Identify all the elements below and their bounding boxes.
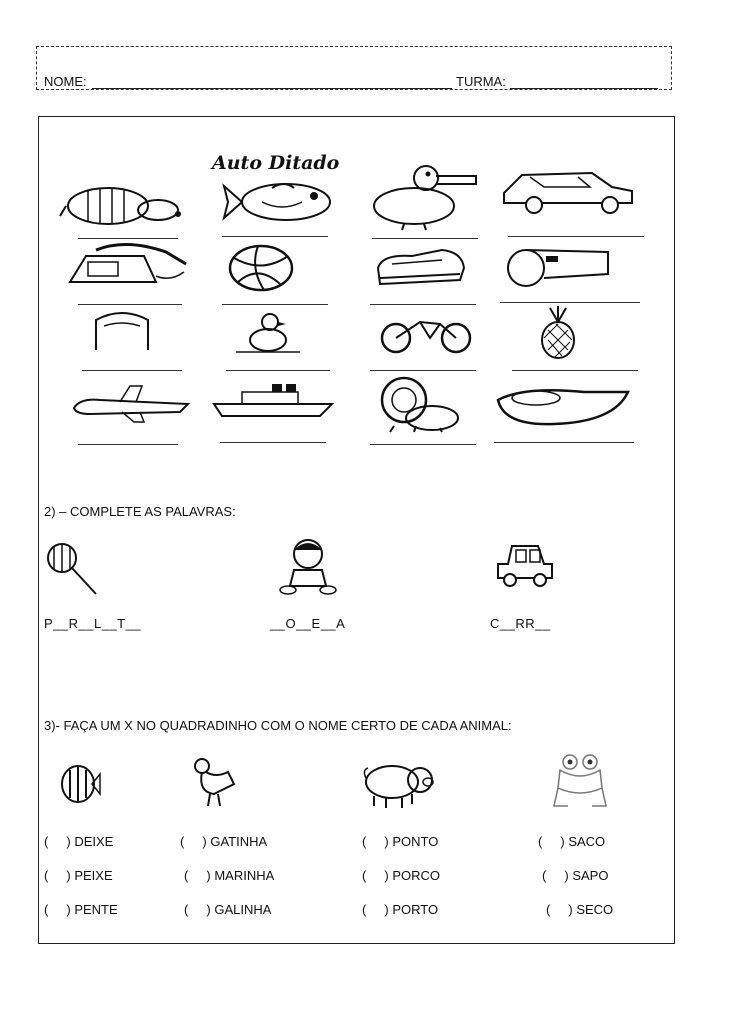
option-marinha[interactable]: ( ) MARINHA: [184, 868, 275, 883]
airplane-picture: [70, 384, 192, 424]
option-sapo[interactable]: ( ) SAPO: [542, 868, 609, 883]
answer-line[interactable]: [494, 442, 634, 443]
whistle-picture: [500, 244, 614, 288]
answer-line[interactable]: [78, 444, 178, 445]
option-porco[interactable]: ( ) PORCO: [362, 868, 440, 883]
answer-line[interactable]: [370, 444, 476, 445]
option-galinha[interactable]: ( ) GALINHA: [184, 902, 272, 917]
answer-line[interactable]: [500, 302, 640, 303]
section3-title: 3)- FAÇA UM X NO QUADRADINHO COM O NOME CERTO DE CADA ANIMAL:: [44, 718, 512, 733]
option-porto[interactable]: ( ) PORTO: [362, 902, 439, 917]
telephone-picture: [66, 242, 190, 288]
lion-picture: [370, 376, 466, 438]
answer-line[interactable]: [512, 370, 638, 371]
doll-picture: [276, 536, 340, 598]
pig-picture: [362, 760, 438, 810]
answer-line[interactable]: [78, 304, 182, 305]
name-field[interactable]: [92, 88, 452, 89]
name-label: NOME:: [44, 74, 87, 89]
pineapple-picture: [536, 306, 580, 360]
answer-line[interactable]: [220, 442, 326, 443]
option-gatinha[interactable]: ( ) GATINHA: [180, 834, 268, 849]
option-peixe[interactable]: ( ) PEIXE: [44, 868, 113, 883]
answer-line[interactable]: [82, 370, 182, 371]
section2-title: 2) – COMPLETE AS PALAVRAS:: [44, 504, 236, 519]
option-pente[interactable]: ( ) PENTE: [44, 902, 118, 917]
answer-line[interactable]: [370, 370, 476, 371]
toy-car-picture: [494, 540, 554, 588]
hair-picture: [88, 310, 158, 354]
duck-picture: [364, 160, 484, 230]
option-ponto[interactable]: ( ) PONTO: [362, 834, 439, 849]
answer-line[interactable]: [222, 236, 328, 237]
bicycle-picture: [380, 314, 474, 354]
answer-line[interactable]: [226, 370, 330, 371]
header-box: [36, 46, 672, 90]
answer-line[interactable]: [372, 238, 478, 239]
hen-picture: [188, 756, 238, 810]
car-picture-1: [500, 165, 636, 215]
option-seco[interactable]: ( ) SECO: [546, 902, 614, 917]
option-saco[interactable]: ( ) SACO: [538, 834, 606, 849]
class-field[interactable]: [510, 88, 658, 89]
worksheet-frame: [38, 116, 675, 944]
answer-line[interactable]: [78, 238, 178, 239]
frog-picture: [552, 752, 608, 812]
answer-line[interactable]: [222, 304, 328, 305]
fish-picture: [222, 178, 334, 226]
fish-animal-picture: [56, 760, 102, 808]
armadillo-picture: [60, 182, 185, 227]
chick-picture: [234, 312, 304, 356]
ball-picture: [228, 244, 294, 292]
shoe-picture: [372, 244, 468, 290]
word-pattern-2: __O__E__A: [270, 616, 346, 631]
answer-line[interactable]: [370, 304, 476, 305]
class-label: TURMA:: [456, 74, 506, 89]
word-pattern-1: P__R__L__T__: [44, 616, 142, 631]
ship-picture: [212, 382, 334, 420]
lollipop-picture: [44, 540, 100, 598]
word-pattern-3: C__RR__: [490, 616, 551, 631]
avocado-picture: [494, 386, 634, 428]
answer-line[interactable]: [508, 236, 644, 237]
dictation-title: Auto Ditado: [212, 152, 340, 174]
option-deixe[interactable]: ( ) DEIXE: [44, 834, 114, 849]
